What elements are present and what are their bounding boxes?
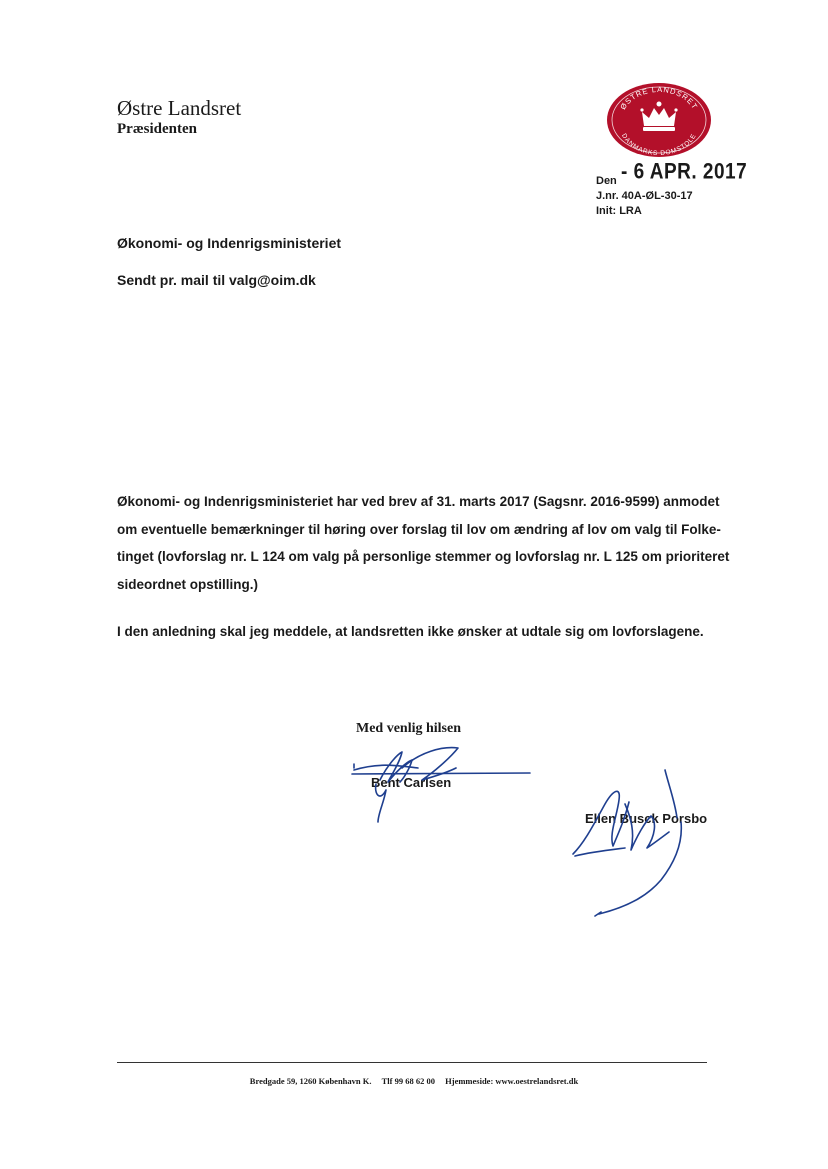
footer-phone: Tlf 99 68 62 00 bbox=[381, 1076, 435, 1086]
footer-website: Hjemmeside: www.oestrelandsret.dk bbox=[445, 1076, 579, 1086]
date-label: Den bbox=[596, 175, 617, 187]
initials: Init: LRA bbox=[596, 205, 642, 217]
seal-text-bottom: DANMARKS DOMSTOLE bbox=[620, 132, 698, 158]
court-seal bbox=[606, 82, 712, 158]
date-stamp: - 6 APR. 2017 bbox=[621, 160, 748, 185]
signature-1 bbox=[340, 732, 540, 827]
footer bbox=[0, 1076, 828, 1086]
court-name: Østre Landsret bbox=[117, 96, 242, 120]
signature-2 bbox=[565, 762, 708, 917]
signer-name-1: Bent Carlsen bbox=[371, 775, 452, 790]
sent-by-email: Sendt pr. mail til valg@oim.dk bbox=[117, 272, 316, 288]
journal-number: J.nr. 40A-ØL-30-17 bbox=[596, 190, 693, 202]
recipient-name: Økonomi- og Indenrigsministeriet bbox=[117, 235, 342, 251]
footer-address: Bredgade 59, 1260 København K. bbox=[249, 1076, 372, 1086]
body-line: Økonomi- og Indenrigsministeriet har ved brev af 31. marts 2017 (Sagsnr. 2016-9599) anmodet bbox=[117, 494, 720, 509]
body-paragraph-1 bbox=[117, 488, 730, 598]
body-line: tinget (lovforslag nr. L 124 om valg på personlige stemmer og lovforslag nr. L 125 om prioriteret bbox=[117, 549, 730, 564]
seal-text-top: ØSTRE LANDSRET bbox=[618, 84, 700, 112]
body-paragraph-2: I den anledning skal jeg meddele, at landsretten ikke ønsker at udtale sig om lovforslagene. bbox=[117, 624, 704, 639]
closing-salutation: Med venlig hilsen bbox=[356, 721, 462, 736]
court-role: Præsidenten bbox=[117, 121, 197, 137]
body-line: om eventuelle bemærkninger til høring over forslag til lov om ændring af lov om valg til Folke- bbox=[117, 521, 721, 537]
footer-divider bbox=[117, 1062, 707, 1063]
body-line: sideordnet opstilling.) bbox=[117, 576, 258, 592]
signer-name-2: Ellen Busck Porsbo bbox=[585, 811, 708, 826]
